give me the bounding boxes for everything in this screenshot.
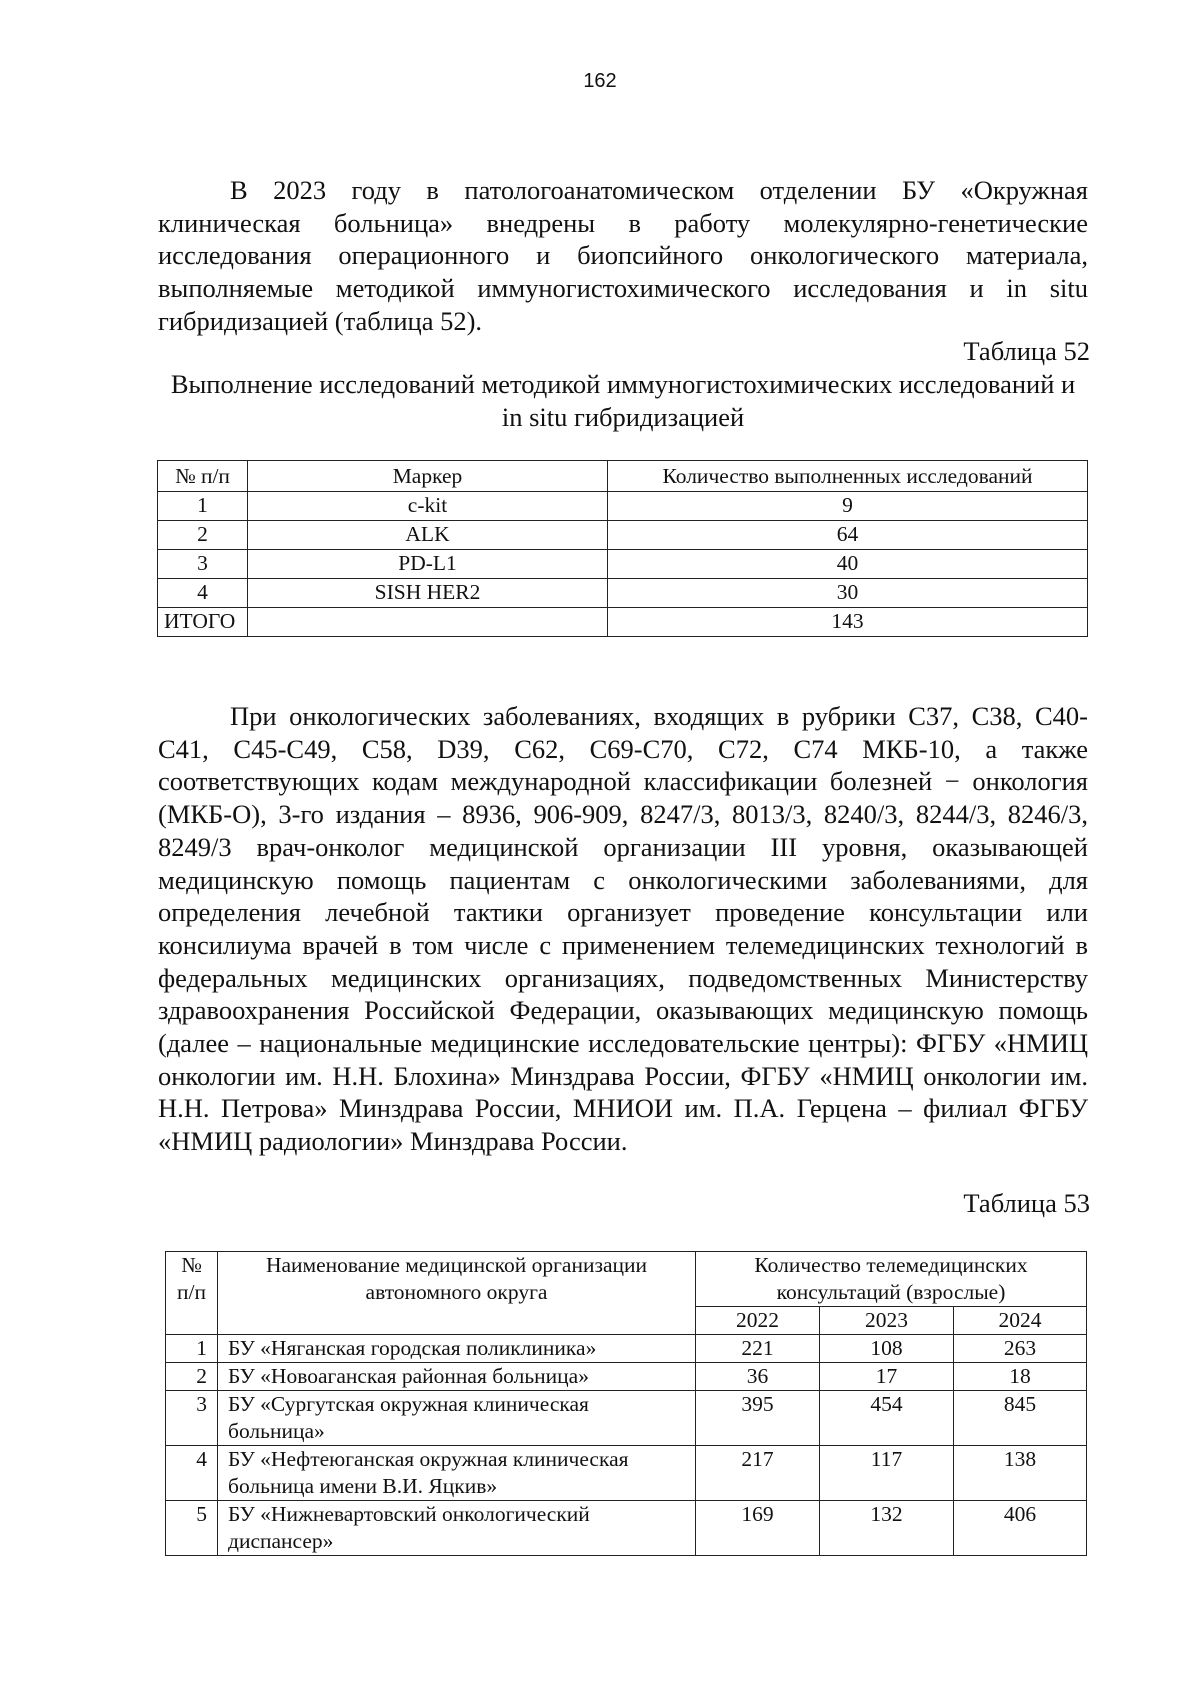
- row-org: БУ «Няганская городская поликлиника»: [218, 1335, 696, 1363]
- table-row: [166, 1391, 1087, 1446]
- body-paragraph-text: При онкологических заболеваниях, входящих в рубрики С37, С38, С40-С41, С45-С49, С58, D39, С62, С69-С70, С72, С74 МКБ-10, а также соответствующих кодам международной классификации болезней − онкология (МКБ-О), 3-го издания – 8936, 906-909, 8247/3, 8013/3, 8240/3, 8244/3, 8246/3, 8249/3 врач-онколог медицинской организации III уровня, оказывающей медицинскую помощь пациентам с онкологическими заболеваниями, для определения лечебной тактики организует проведение консультации или консилиума врачей в том числе с применением телемедицинских технологий в федеральных медицинских организациях, подведомственных Министерству здравоохранения Российской Федерации, оказывающих медицинскую помощь (далее – национальные медицинские исследовательские центры): ФГБУ «НМИЦ онкологии им. Н.Н. Блохина» Минздрава России, ФГБУ «НМИЦ онкологии им. Н.Н. Петрова» Минздрава России, МНИОИ им. П.А. Герцена – филиал ФГБУ «НМИЦ радиологии» Минздрава России.: [158, 701, 1088, 1157]
- header-group: Количество телемедицинских консультаций (взрослые): [696, 1252, 1087, 1307]
- header-org: Наименование медицинской организации автономного округа: [218, 1252, 696, 1335]
- header-year: 2023: [820, 1307, 954, 1335]
- row-count: 64: [608, 521, 1088, 550]
- table-row: [158, 492, 1088, 521]
- row-value: 221: [696, 1335, 820, 1363]
- table-row: [166, 1335, 1087, 1363]
- row-value: 263: [954, 1335, 1087, 1363]
- row-num: 1: [166, 1335, 218, 1363]
- header-marker: Маркер: [248, 461, 608, 492]
- row-value: 117: [820, 1446, 954, 1501]
- row-value: 406: [954, 1501, 1087, 1556]
- intro-paragraph: [158, 174, 1088, 338]
- header-count: Количество выполненных исследований: [608, 461, 1088, 492]
- table-52-label: Таблица 52: [963, 336, 1090, 366]
- row-num: 1: [158, 492, 248, 521]
- table-total-row: [158, 608, 1088, 637]
- table-row: [166, 1446, 1087, 1501]
- row-value: 138: [954, 1446, 1087, 1501]
- row-value: 169: [696, 1501, 820, 1556]
- row-value: 36: [696, 1363, 820, 1391]
- row-num: 3: [158, 550, 248, 579]
- header-num: № п/п: [166, 1252, 218, 1335]
- table-53: [165, 1251, 1087, 1556]
- table-row: [158, 550, 1088, 579]
- intro-paragraph-text: В 2023 году в патологоанатомическом отделении БУ «Окружная клиническая больница» внедрены в работу молекулярно-генетические исследования операционного и биопсийного онкологического материала, выполняемые методикой иммуногистохимического исследования и in situ гибридизацией (таблица 52).: [158, 175, 1088, 336]
- row-value: 217: [696, 1446, 820, 1501]
- table-row: [158, 579, 1088, 608]
- row-value: 108: [820, 1335, 954, 1363]
- row-value: 18: [954, 1363, 1087, 1391]
- table-header-row: [158, 461, 1088, 492]
- table-52: [157, 460, 1088, 637]
- row-value: 845: [954, 1391, 1087, 1446]
- row-count: 9: [608, 492, 1088, 521]
- table-52-title: Выполнение исследований методикой иммуногистохимических исследований и in situ гибридизацией: [170, 369, 1076, 432]
- row-num: 4: [166, 1446, 218, 1501]
- row-num: 2: [158, 521, 248, 550]
- header-year: 2024: [954, 1307, 1087, 1335]
- row-count: 40: [608, 550, 1088, 579]
- table-53-label: Таблица 53: [963, 1188, 1090, 1218]
- table-header-row: [166, 1252, 1087, 1307]
- table-row: [158, 521, 1088, 550]
- total-label: ИТОГО: [158, 608, 248, 637]
- total-count: 143: [608, 608, 1088, 637]
- row-marker: SISH HER2: [248, 579, 608, 608]
- table-row: [166, 1501, 1087, 1556]
- total-marker: [248, 608, 608, 637]
- table-row: [166, 1363, 1087, 1391]
- header-year: 2022: [696, 1307, 820, 1335]
- page-number: 162: [583, 70, 617, 92]
- row-value: 454: [820, 1391, 954, 1446]
- row-num: 3: [166, 1391, 218, 1446]
- row-num: 4: [158, 579, 248, 608]
- row-org: БУ «Нижневартовский онкологический диспансер»: [218, 1501, 696, 1556]
- row-value: 132: [820, 1501, 954, 1556]
- row-value: 395: [696, 1391, 820, 1446]
- row-marker: PD-L1: [248, 550, 608, 579]
- row-num: 5: [166, 1501, 218, 1556]
- body-paragraph: [158, 700, 1088, 1158]
- row-org: БУ «Нефтеюганская окружная клиническая больница имени В.И. Яцкив»: [218, 1446, 696, 1501]
- row-num: 2: [166, 1363, 218, 1391]
- row-marker: ALK: [248, 521, 608, 550]
- row-value: 17: [820, 1363, 954, 1391]
- header-num: № п/п: [158, 461, 248, 492]
- row-org: БУ «Сургутская окружная клиническая больница»: [218, 1391, 696, 1446]
- row-count: 30: [608, 579, 1088, 608]
- row-marker: c-kit: [248, 492, 608, 521]
- row-org: БУ «Новоаганская районная больница»: [218, 1363, 696, 1391]
